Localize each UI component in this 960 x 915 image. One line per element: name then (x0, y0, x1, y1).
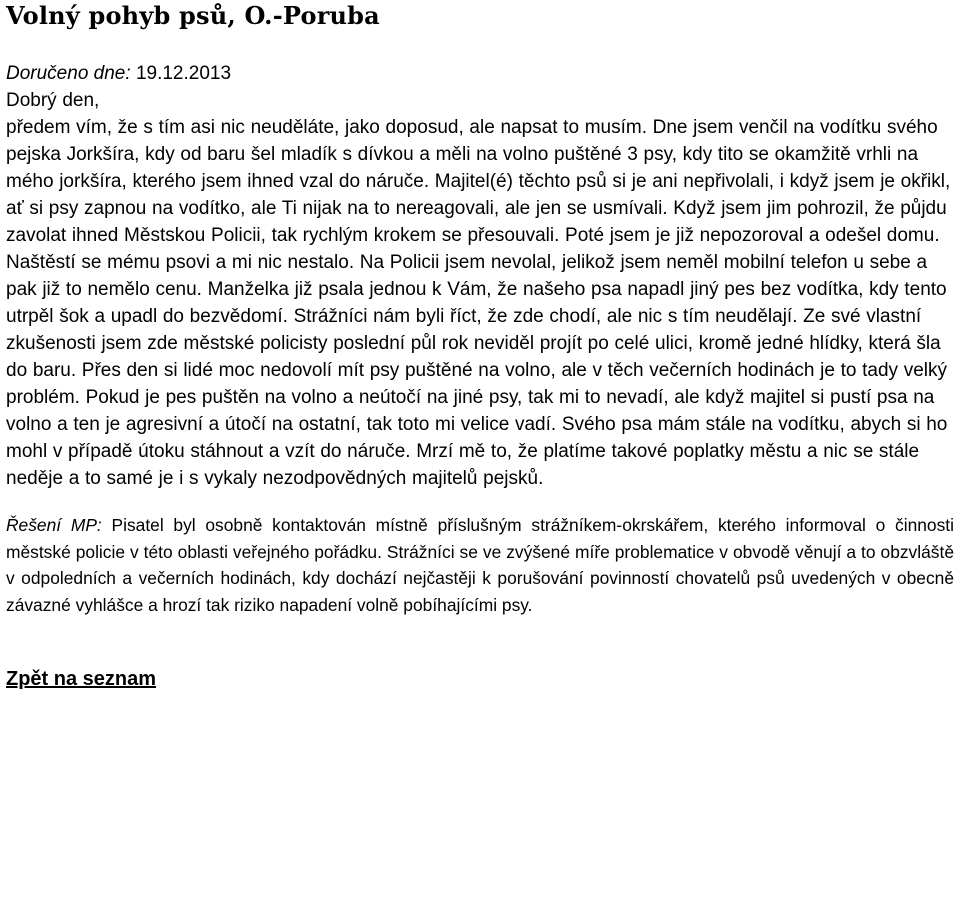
page-title: Volný pohyb psů, O.-Poruba (6, 1, 380, 30)
letter-body (6, 87, 954, 492)
greeting: Dobrý den, (6, 90, 100, 111)
solution-text: Pisatel byl osobně kontaktován místně příslušným strážníkem-okrskářem, kterého informoval o činnosti městské policie v této oblasti veřejného pořádku. Strážníci se ve zvýšené míře problematice v obvodě věnují a to obzvláště v odpoledních a večerních hodinách, kdy dochází nejčastěji k porušování povinností chovatelů psů uvedených v obecně závazné vyhlášce a hrozí tak riziko napadení volně pobíhajícími psy. (6, 515, 954, 615)
delivered-info (6, 60, 954, 87)
delivered-date: 19.12.2013 (135, 63, 232, 84)
letter-text: předem vím, že s tím asi nic neuděláte, jako doposud, ale napsat to musím. Dne jsem venčil na vodítku svého pejska Jorkšíra, kdy od baru šel mladík s dívkou a měli na volno puštěné 3 psy, kdy tito se okamžitě vrhli na mého jorkšíra, kterého jsem ihned vzal do náruče. Majitel(é) těchto psů si je ani nepřivolali, i když jsem je okřikl, ať si psy zapnou na vodítko, ale Ti nijak na to nereagovali, ale jen se usmívali. Když jsem jim pohrozil, že půjdu zavolat ihned Městskou Policii, tak rychlým krokem se přesouvali. Poté jsem je již nepozoroval a odešel domu. Naštěstí se mému psovi a mi nic nestalo. Na Policii jsem nevolal, jelikož jsem neměl mobilní telefon u sebe a pak již to nemělo cenu. Manželka již psala jednou k Vám, že našeho psa napadl jiný pes bez vodítka, kdy tento utrpěl šok a upadl do bezvědomí. Strážníci nám byli říct, že zde chodí, ale nic s tím neudělají. Ze své vlastní zkušenosti jsem zde městské policisty poslední půl rok neviděl projít po celé ulici, kromě jedné hlídky, která šla do baru. Přes den si lidé moc nedovolí mít psy puštěné na volno, ale v těch večerních hodinách je to tady velký problém. Pokud je pes puštěn na volno a neútočí na jiné psy, tak mi to nevadí, ale když majitel si pustí psa na volno a ten je agresivní a útočí na ostatní, tak toto mi velice vadí. Svého psa mám stále na vodítku, abych si ho mohl v případě útoku stáhnout a vzít do náruče. Mrzí mě to, že platíme takové poplatky městu a nic se stále neděje a to samé je i s vykaly nezodpovědných majitelů pejsků. (6, 117, 951, 489)
back-to-list-link[interactable]: Zpět na seznam (6, 668, 157, 690)
solution-label: Řešení MP: (6, 515, 102, 535)
solution-section (6, 512, 954, 618)
delivered-label: Doručeno dne: (6, 63, 131, 84)
